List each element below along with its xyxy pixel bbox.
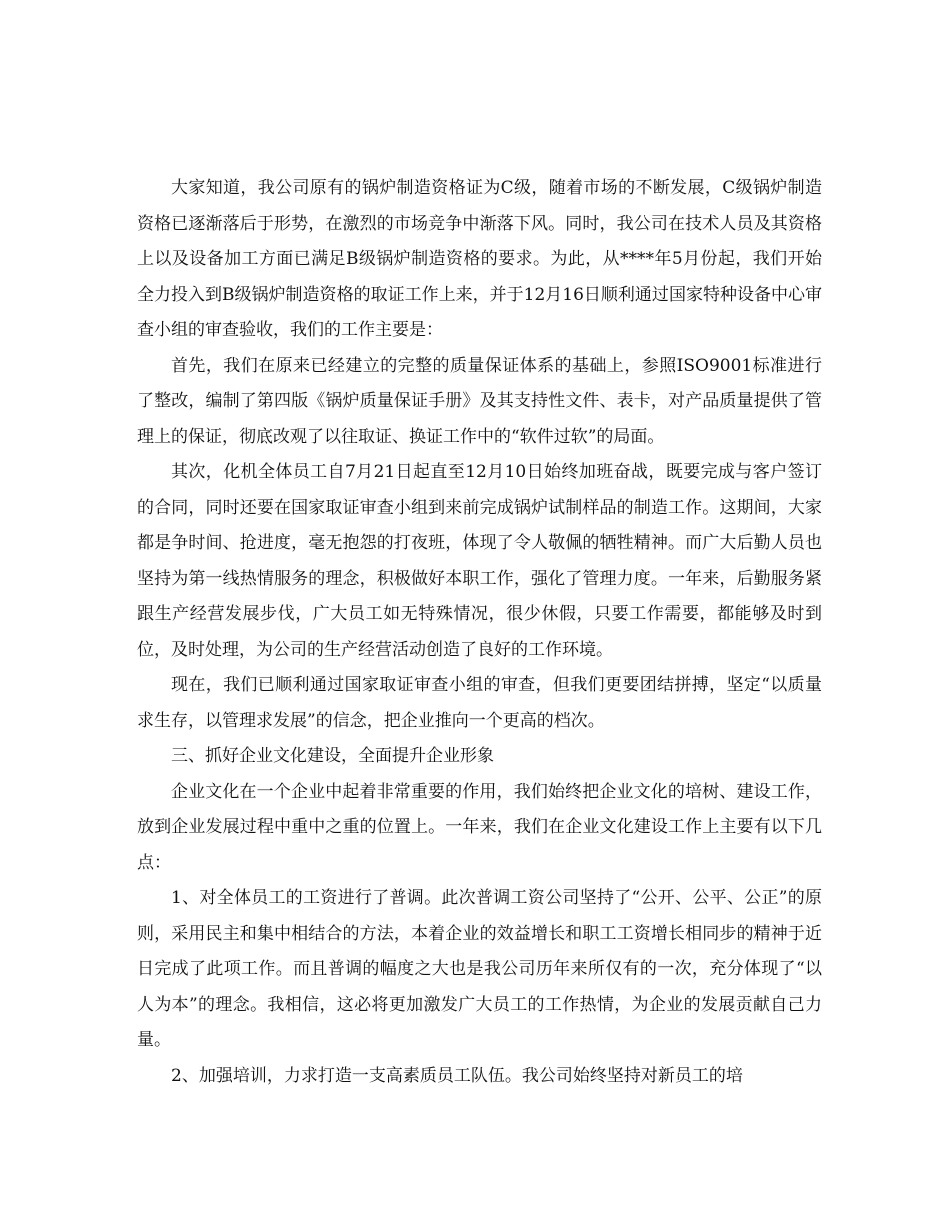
paragraph-passed-review: 现在，我们已顺利通过国家取证审查小组的审查，但我们更要团结拼搏，坚定“以质量求生存，以管理求发展”的信念，把企业推向一个更高的档次。	[137, 675, 822, 731]
paragraph-culture-intro: 企业文化在一个企业中起着非常重要的作用，我们始终把企业文化的培树、建设工作，放到企业发展过程中重中之重的位置上。一年来，我们在企业文化建设工作上主要有以下几点：	[137, 781, 822, 873]
section-heading-corporate-culture: 三、抓好企业文化建设，全面提升企业形象	[171, 746, 494, 766]
paragraph-boiler-certification: 大家知道，我公司原有的锅炉制造资格证为C级，随着市场的不断发展，C级锅炉制造资格已逐渐落后于形势，在激烈的市场竞争中渐落下风。同时，我公司在技术人员及其资格上以及设备加工方面已满足B级锅炉制造资格的要求。为此，从****年5月份起，我们开始全力投入到B级锅炉制造资格的取证工作上来，并于12月16日顺利通过国家特种设备中心审查小组的审查验收，我们的工作主要是：	[137, 178, 822, 340]
document-body	[137, 171, 822, 1094]
paragraph-overtime-work: 其次，化机全体员工自7月21日起直至12月10日始终加班奋战，既要完成与客户签订的合同，同时还要在国家取证审查小组到来前完成锅炉试制样品的制造工作。这期间，大家都是争时间、抢进度，毫无抱怨的打夜班，体现了令人敬佩的牺牲精神。而广大后勤人员也坚持为第一线热情服务的理念，积极做好本职工作，强化了管理力度。一年来，后勤服务紧跟生产经营发展步伐，广大员工如无特殊情况，很少休假，只要工作需要，都能够及时到位，及时处理，为公司的生产经营活动创造了良好的工作环境。	[137, 462, 822, 660]
paragraph-salary-adjustment: 1、对全体员工的工资进行了普调。此次普调工资公司坚持了“公开、公平、公正”的原则，采用民主和集中相结合的方法，本着企业的效益增长和职工工资增长相同步的精神于近日完成了此项工作。而且普调的幅度之大也是我公司历年来所仅有的一次，充分体现了“以人为本”的理念。我相信，这必将更加激发广大员工的工作热情，为企业的发展贡献自己力量。	[137, 888, 822, 1050]
paragraph-quality-system: 首先，我们在原来已经建立的完整的质量保证体系的基础上，参照ISO9001标准进行了整改，编制了第四版《锅炉质量保证手册》及其支持性文件、表卡，对产品质量提供了管理上的保证，彻底改观了以往取证、换证工作中的“软件过软”的局面。	[137, 355, 822, 447]
paragraph-training: 2、加强培训，力求打造一支高素质员工队伍。我公司始终坚持对新员工的培	[171, 1065, 743, 1086]
